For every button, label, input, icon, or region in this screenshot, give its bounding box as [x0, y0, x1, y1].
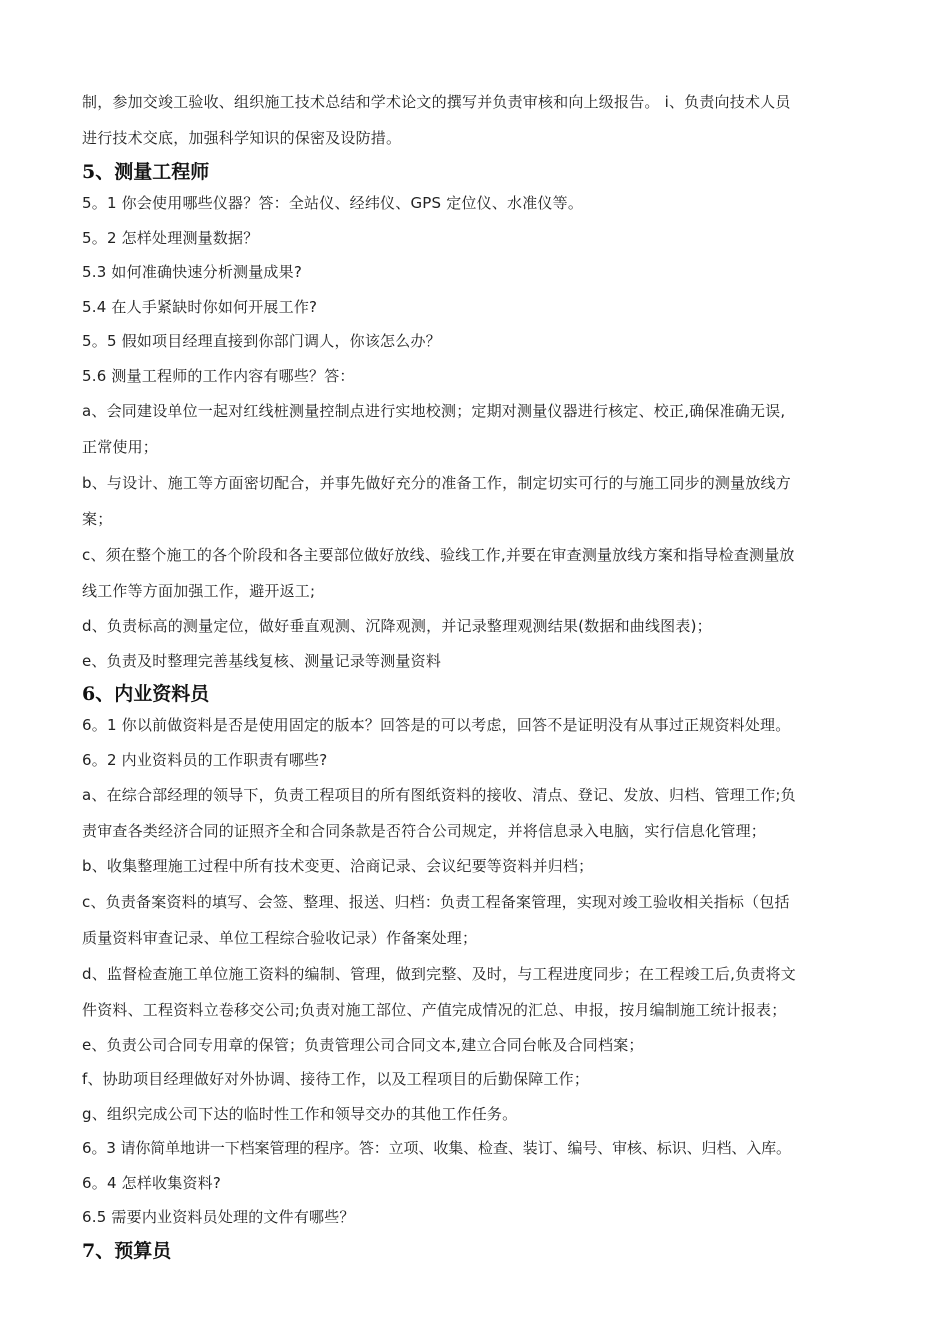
paragraph-line: 质量资料审查记录、单位工程综合验收记录）作备案处理； [82, 928, 478, 947]
document-page [82, 84, 872, 1265]
paragraph-line: a、在综合部经理的领导下，负责工程项目的所有图纸资料的接收、清点、登记、发放、归档、管理工作;负 [82, 786, 796, 804]
paragraph-line: c、负责备案资料的填写、会签、整理、报送、归档：负责工程备案管理，实现对竣工验收相关指标（包括 [82, 892, 790, 911]
paragraph-line: 6。4 怎样收集资料? [82, 1173, 222, 1192]
paragraph-line: c、须在整个施工的各个阶段和各主要部位做好放线、验线工作,并要在审查测量放线方案和指导检查测量放 [82, 546, 795, 564]
paragraph-line: 5.6 测量工程师的工作内容有哪些？答： [82, 366, 355, 385]
paragraph-line: 5。2 怎样处理测量数据？ [82, 228, 259, 247]
paragraph-line: e、负责及时整理完善基线复核、测量记录等测量资料 [82, 651, 442, 670]
paragraph-line: f、协助项目经理做好对外协调、接待工作，以及工程项目的后勤保障工作； [82, 1070, 590, 1088]
paragraph-line: 线工作等方面加强工作，避开返工; [82, 582, 316, 600]
paragraph-line: 6.5 需要内业资料员处理的文件有哪些？ [82, 1208, 355, 1226]
paragraph-line: 5。5 假如项目经理直接到你部门调人，你该怎么办？ [82, 332, 441, 350]
paragraph-line: b、与设计、施工等方面密切配合，并事先做好充分的准备工作，制定切实可行的与施工同步的测量放线方 [82, 474, 791, 492]
paragraph-line: 件资料、工程资料立卷移交公司;负责对施工部位、产值完成情况的汇总、申报，按月编制施工统计报表； [82, 1000, 787, 1019]
paragraph-line: a、会同建设单位一起对红线桩测量控制点进行实地校测；定期对测量仪器进行核定、校正,确保准确无误, [82, 402, 786, 420]
paragraph-line: 案； [82, 510, 113, 528]
section-heading: 6、内业资料员 [82, 683, 210, 705]
paragraph-line: e、负责公司合同专用章的保管；负责管理公司合同文本,建立合同台帐及合同档案； [82, 1035, 644, 1054]
paragraph-line: b、收集整理施工过程中所有技术变更、洽商记录、会议纪要等资料并归档； [82, 857, 594, 875]
section-heading: 7、预算员 [82, 1239, 172, 1262]
paragraph-line: 制，参加交竣工验收、组织施工技术总结和学术论文的撰写并负责审核和向上级报告。 i、负责向技术人员 [82, 93, 791, 111]
paragraph-line: d、监督检查施工单位施工资料的编制、管理，做到完整、及时，与工程进度同步；在工程竣工后,负责将文 [82, 964, 796, 983]
paragraph-line: 5。1 你会使用哪些仪器？答：全站仪、经纬仪、GPS 定位仪、水准仪等。 [82, 194, 584, 212]
paragraph-line: 进行技术交底，加强科学知识的保密及设防措。 [82, 129, 402, 147]
paragraph-line: 6。3 请你简单地讲一下档案管理的程序。答：立项、收集、检查、装订、编号、审核、标识、归档、入库。 [82, 1139, 791, 1157]
paragraph-line: g、组织完成公司下达的临时性工作和领导交办的其他工作任务。 [82, 1104, 518, 1123]
paragraph-line: 责审查各类经济合同的证照齐全和合同条款是否符合公司规定，并将信息录入电脑，实行信息化管理； [82, 822, 767, 840]
paragraph-line: 5.3 如何准确快速分析测量成果? [82, 263, 302, 281]
paragraph-line: 正常使用； [82, 438, 159, 456]
paragraph-line: 6。2 内业资料员的工作职责有哪些? [82, 750, 328, 769]
paragraph-line: d、负责标高的测量定位，做好垂直观测、沉降观测，并记录整理观测结果(数据和曲线图表)； [82, 617, 712, 635]
paragraph-line: 5.4 在人手紧缺时你如何开展工作? [82, 297, 318, 316]
section-heading: 5、测量工程师 [82, 161, 210, 183]
paragraph-line: 6。1 你以前做资料是否是使用固定的版本？回答是的可以考虑，回答不是证明没有从事过正规资料处理。 [82, 716, 791, 734]
